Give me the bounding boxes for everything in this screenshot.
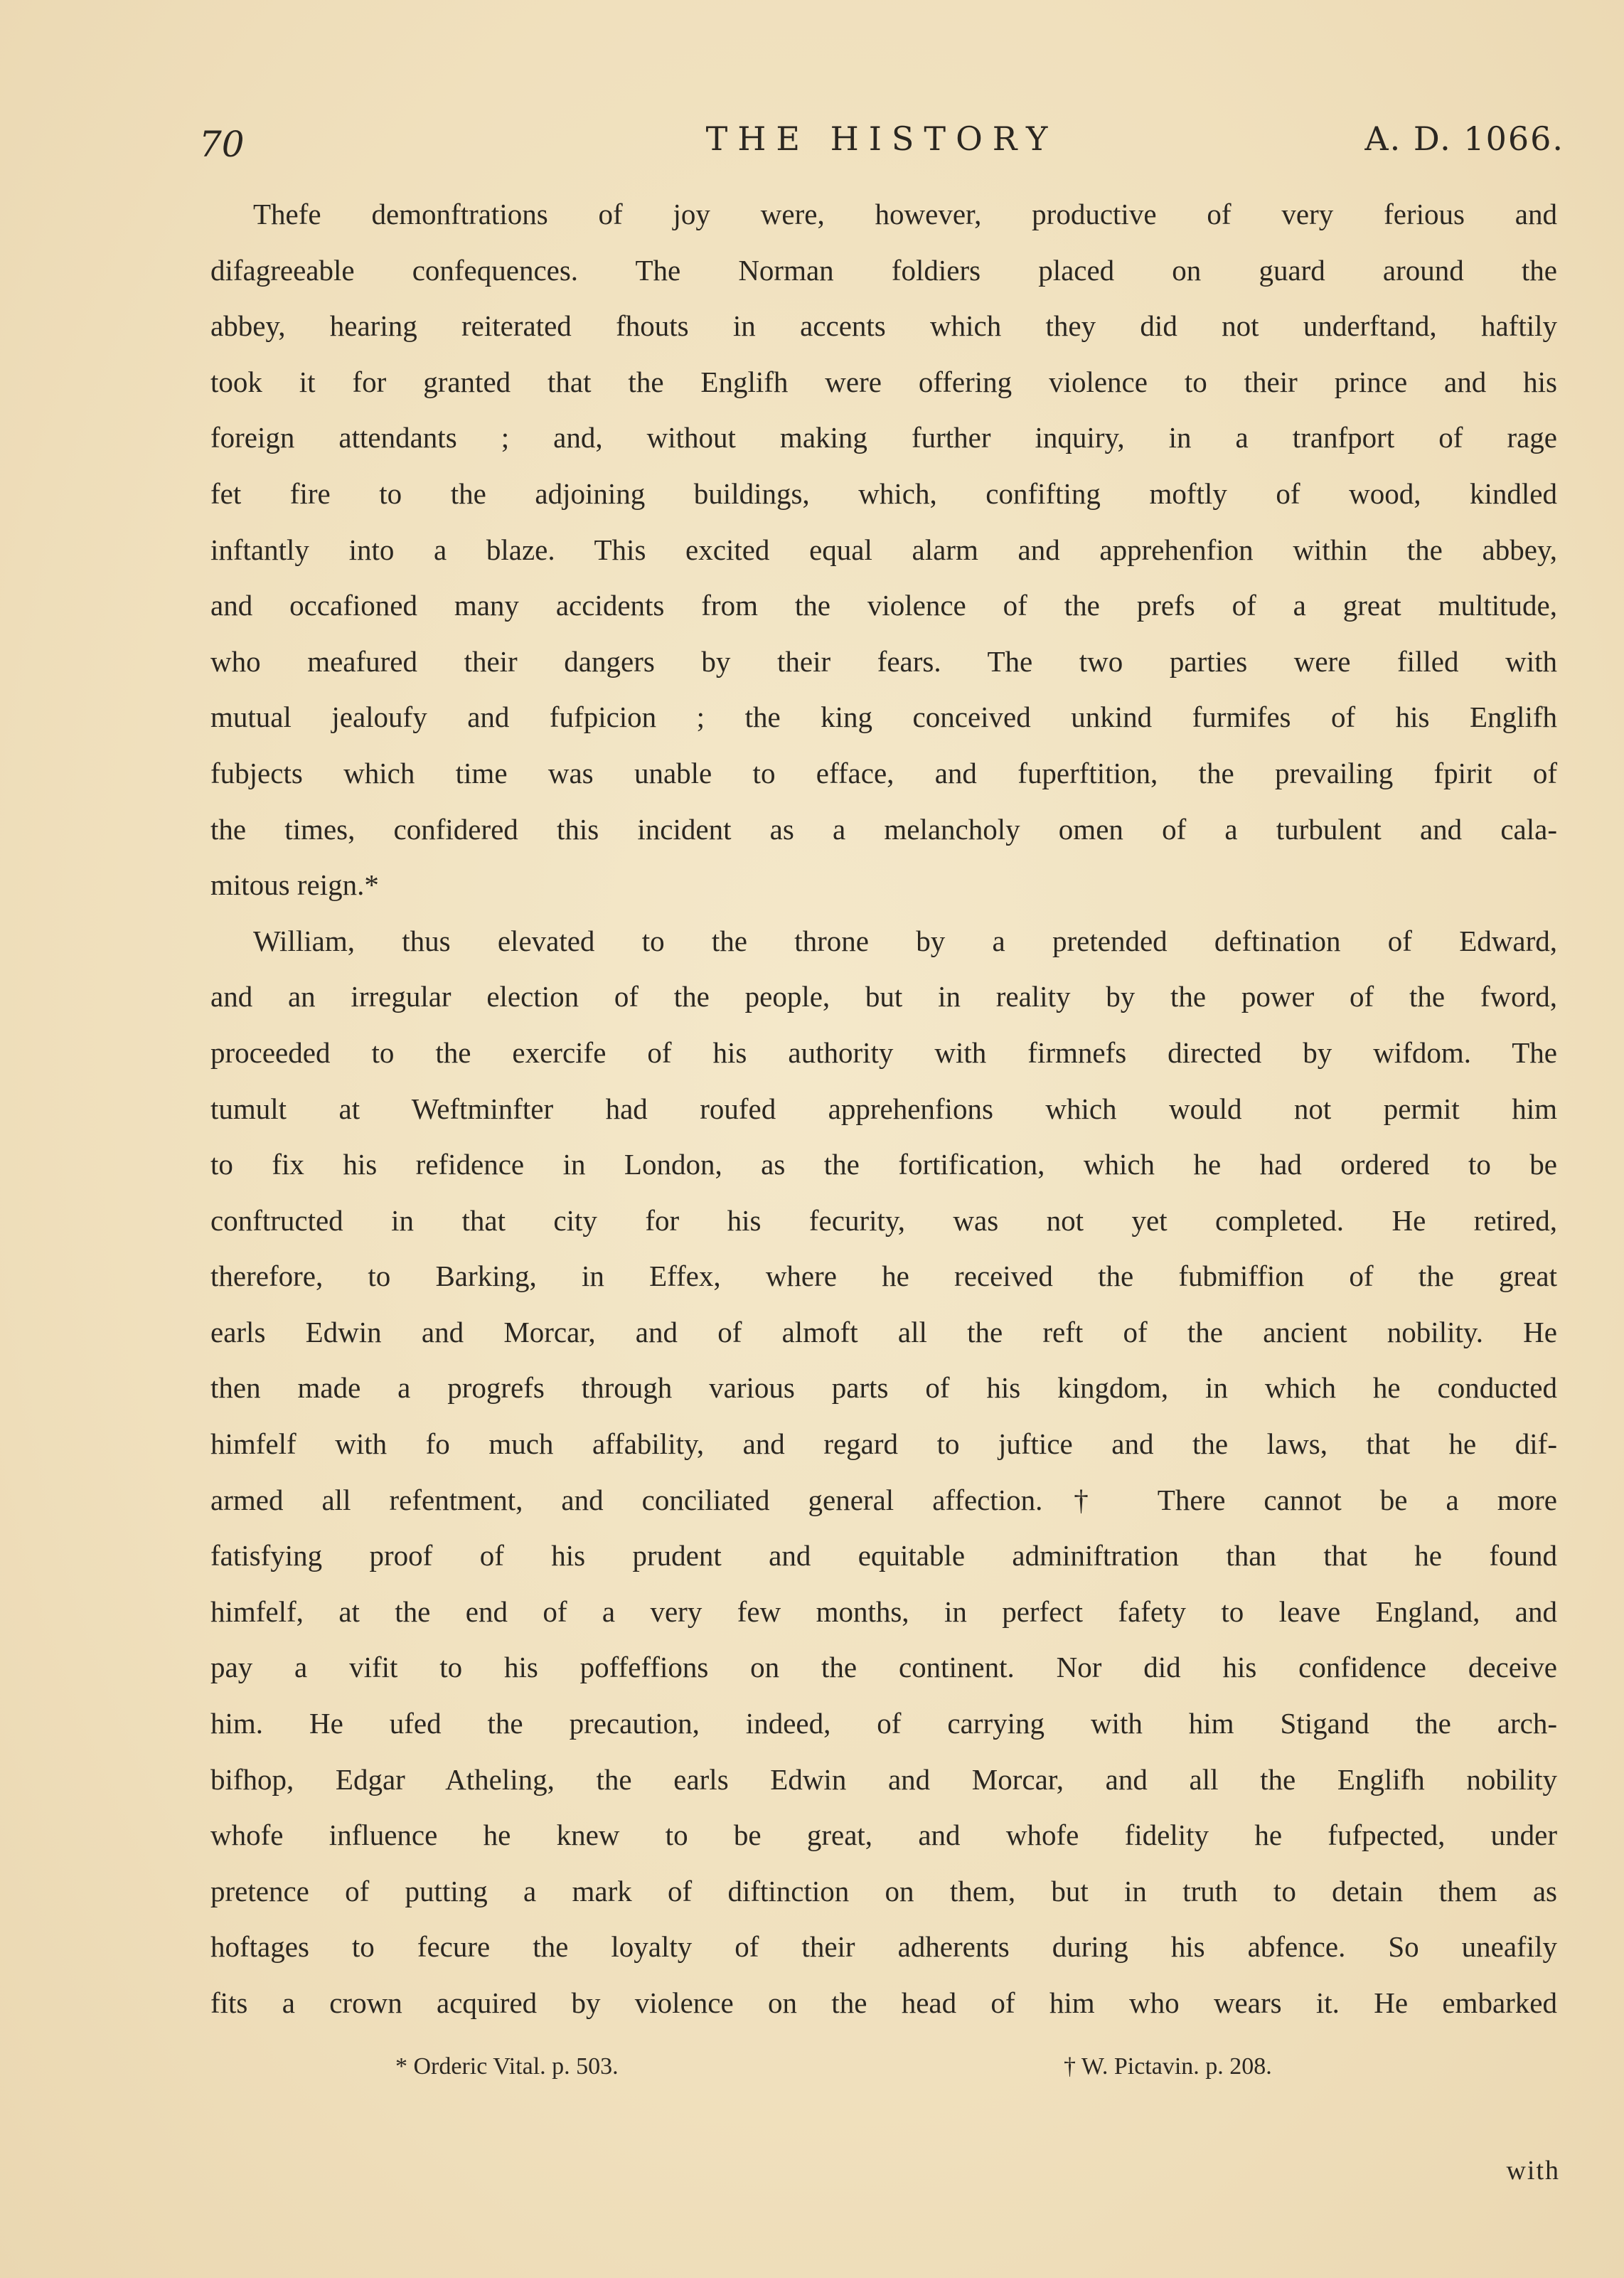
text-line: difagreeable confequences. The Norman foldiers placed on guard around the <box>210 253 1557 287</box>
text-line: earls Edwin and Morcar, and of almoft all the reft of the ancient nobility. He <box>210 1315 1557 1348</box>
text-line: mitous reign.* <box>210 868 379 902</box>
text-line: whofe influence he knew to be great, and whofe fidelity he fufpected, under <box>210 1819 1557 1852</box>
text-line: who meafured their dangers by their fears. The two parties were filled with <box>210 644 1557 678</box>
text-line: and occafioned many accidents from the violence of the prefs of a great multitude, <box>210 589 1557 622</box>
text-line: pay a vifit to his poffeffions on the continent. Nor did his confidence deceive <box>210 1651 1557 1684</box>
text-line: hoftages to fecure the loyalty of their adherents during his abfence. So uneafily <box>210 1930 1557 1964</box>
catchword: with <box>1506 2156 1560 2186</box>
text-line: conftructed in that city for his fecurity, was not yet completed. He retired, <box>210 1203 1557 1237</box>
text-line: then made a progrefs through various parts of his kingdom, in which he conducted <box>210 1371 1557 1405</box>
text-line: inftantly into a blaze. This excited equal alarm and apprehenfion within the abbey, <box>210 533 1557 566</box>
text-line: mutual jealoufy and fufpicion ; the king conceived unkind furmifes of his Englifh <box>210 701 1557 734</box>
text-line: fubjects which time was unable to efface, and fuperftition, the prevailing fpirit of <box>210 756 1557 789</box>
text-line: William, thus elevated to the throne by a pretended deftination of Edward, <box>253 924 1557 957</box>
text-line: therefore, to Barking, in Effex, where he received the fubmiffion of the great <box>210 1260 1557 1293</box>
text-line: fet fire to the adjoining buildings, which, confifting moftly of wood, kindled <box>210 477 1557 510</box>
body-text <box>210 186 1557 2031</box>
text-line: him. He ufed the precaution, indeed, of carrying with him Stigand the arch- <box>210 1707 1557 1740</box>
text-line: fatisfying proof of his prudent and equitable adminiftration than that he found <box>210 1539 1557 1572</box>
text-line: foreign attendants ; and, without making further inquiry, in a tranfport of rage <box>210 421 1557 454</box>
text-line: bifhop, Edgar Atheling, the earls Edwin and Morcar, and all the Englifh nobility <box>210 1762 1557 1796</box>
footnote: † W. Pictavin. p. 208. <box>1064 2053 1272 2080</box>
text-line: to fix his refidence in London, as the fortification, which he had ordered to be <box>210 1148 1557 1181</box>
text-line: and an irregular election of the people, but in reality by the power of the fword, <box>210 980 1557 1013</box>
running-head <box>199 114 1564 164</box>
text-line: abbey, hearing reiterated fhouts in accents which they did not underftand, haftily <box>210 309 1557 343</box>
text-line: the times, confidered this incident as a melancholy omen of a turbulent and cala- <box>210 812 1557 846</box>
footnotes <box>210 2045 1557 2088</box>
text-line: armed all refentment, and conciliated general affection.† There cannot be a more <box>210 1483 1557 1516</box>
text-line: himfelf, at the end of a very few months, in perfect fafety to leave England, and <box>210 1595 1557 1628</box>
text-line: proceeded to the exercife of his authority with firmnefs directed by wifdom. The <box>210 1036 1557 1069</box>
text-line: fits a crown acquired by violence on the head of him who wears it. He embarked <box>210 1986 1557 2019</box>
text-line: took it for granted that the Englifh were offering violence to their prince and his <box>210 365 1557 398</box>
text-line: tumult at Weftminfter had roufed apprehenfions which would not permit him <box>210 1092 1557 1125</box>
page-number: 70 <box>199 124 245 165</box>
text-line: pretence of putting a mark of diftinction on them, but in truth to detain them as <box>210 1874 1557 1907</box>
running-title: THE HISTORY <box>705 119 1058 158</box>
footnote: * Orderic Vital. p. 503. <box>395 2053 619 2080</box>
text-line: Thefe demonftrations of joy were, however, productive of very ferious and <box>253 198 1557 230</box>
text-line: himfelf with fo much affability, and regard to juftice and the laws, that he dif- <box>210 1427 1557 1461</box>
year-heading: A. D. 1066. <box>1364 119 1564 158</box>
